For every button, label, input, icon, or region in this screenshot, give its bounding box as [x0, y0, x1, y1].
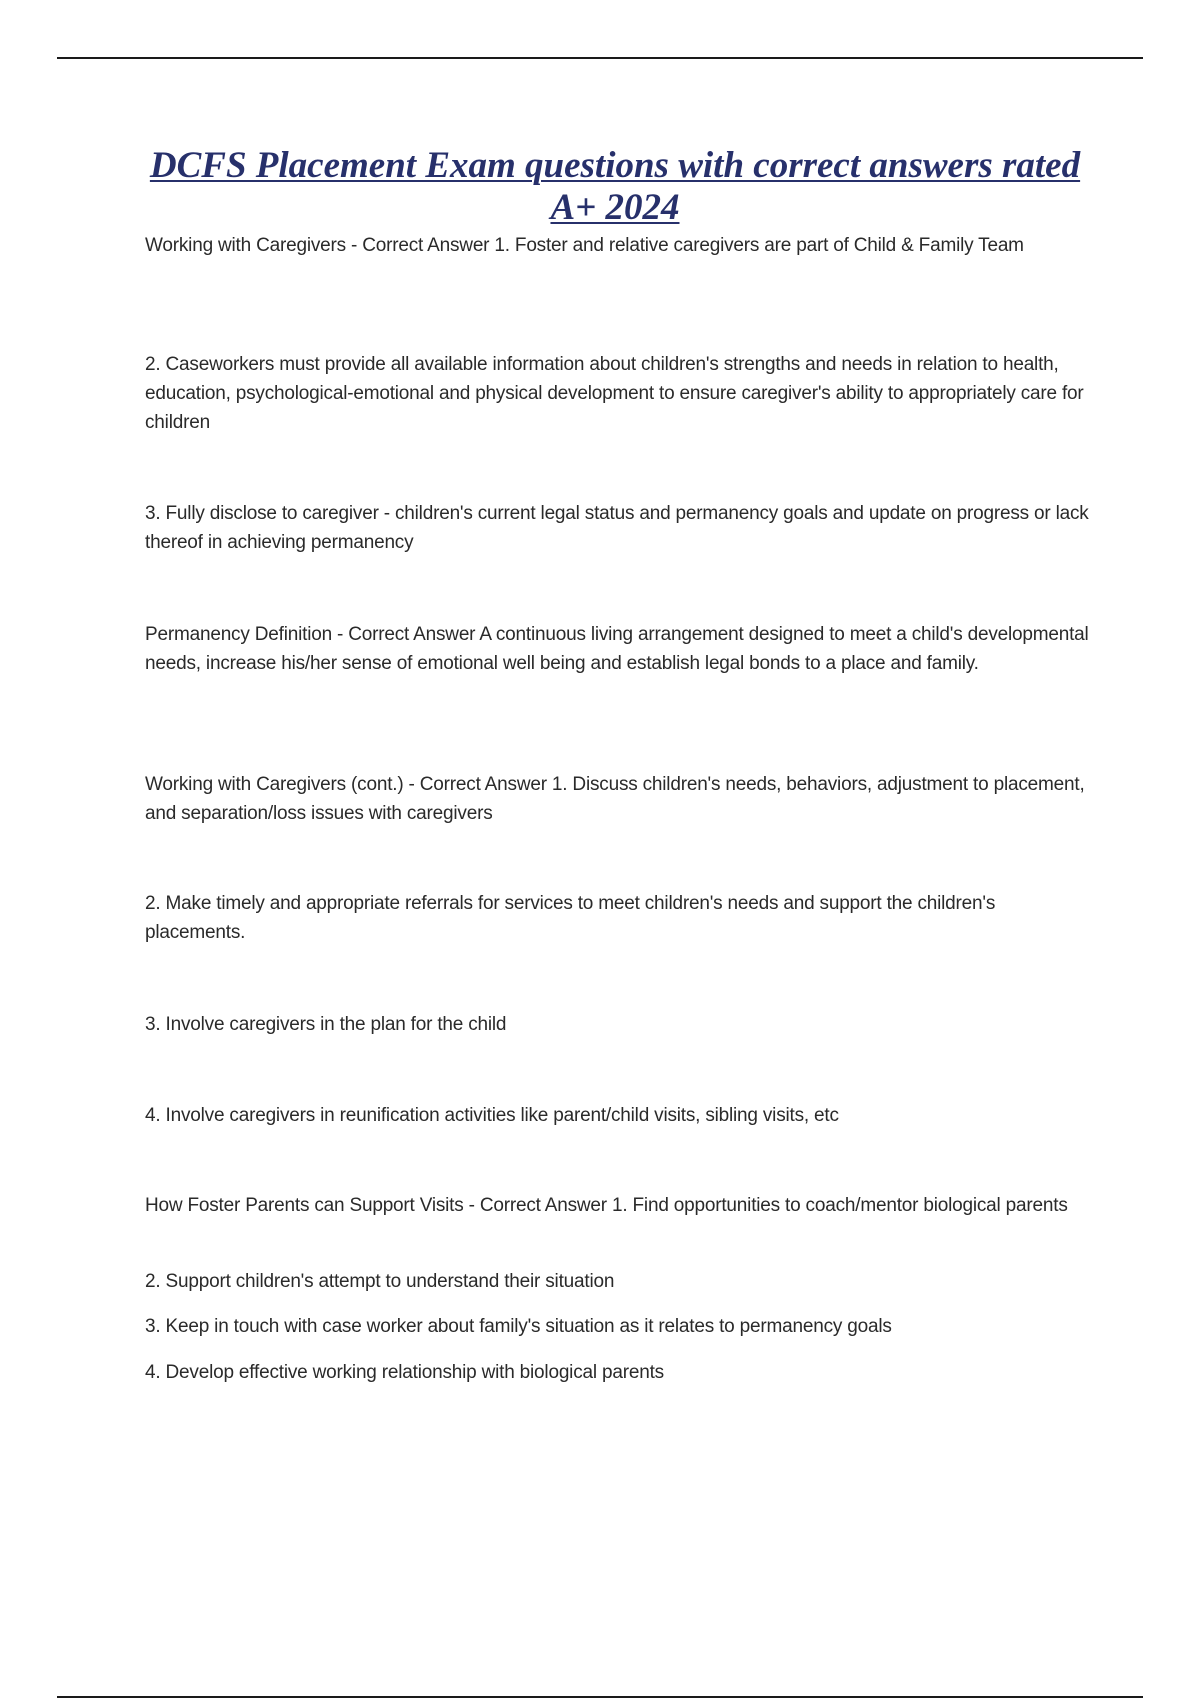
- paragraph-support-understanding: 2. Support children's attempt to understand their situation: [145, 1271, 615, 1292]
- paragraph-caseworkers-info: 2. Caseworkers must provide all available information about children's strengths and needs in relation to health, education, psychological-emotional and physical development to ensure caregiver's ability to appropriately care for children: [145, 354, 1084, 433]
- top-rule: [57, 57, 1143, 59]
- paragraph-fully-disclose: 3. Fully disclose to caregiver - children's current legal status and permanency goals and update on progress or lack thereof in achieving permanency: [145, 503, 1089, 553]
- paragraph-timely-referrals: 2. Make timely and appropriate referrals for services to meet children's needs and support the children's placements.: [145, 893, 996, 943]
- bottom-rule: [57, 1696, 1143, 1698]
- paragraph-working-with-caregivers: Working with Caregivers - Correct Answer 1. Foster and relative caregivers are part of Child & Family Team: [145, 235, 1024, 256]
- paragraph-working-with-caregivers-cont: Working with Caregivers (cont.) - Correct Answer 1. Discuss children's needs, behaviors, adjustment to placement, and separation/loss issues with caregivers: [145, 774, 1085, 824]
- paragraph-involve-caregivers-plan: 3. Involve caregivers in the plan for the child: [145, 1014, 507, 1035]
- document-title: DCFS Placement Exam questions with correct answers rated A+ 2024: [149, 145, 1081, 228]
- paragraph-working-relationship: 4. Develop effective working relationship with biological parents: [145, 1362, 664, 1383]
- paragraph-support-visits: How Foster Parents can Support Visits - Correct Answer 1. Find opportunities to coach/mentor biological parents: [145, 1195, 1068, 1216]
- paragraph-involve-caregivers-reunification: 4. Involve caregivers in reunification activities like parent/child visits, sibling visits, etc: [145, 1105, 839, 1126]
- paragraph-keep-in-touch: 3. Keep in touch with case worker about family's situation as it relates to permanency goals: [145, 1316, 892, 1337]
- paragraph-permanency-definition: Permanency Definition - Correct Answer A continuous living arrangement designed to meet a child's developmental needs, increase his/her sense of emotional well being and establish legal bonds to a place and family.: [145, 624, 1089, 674]
